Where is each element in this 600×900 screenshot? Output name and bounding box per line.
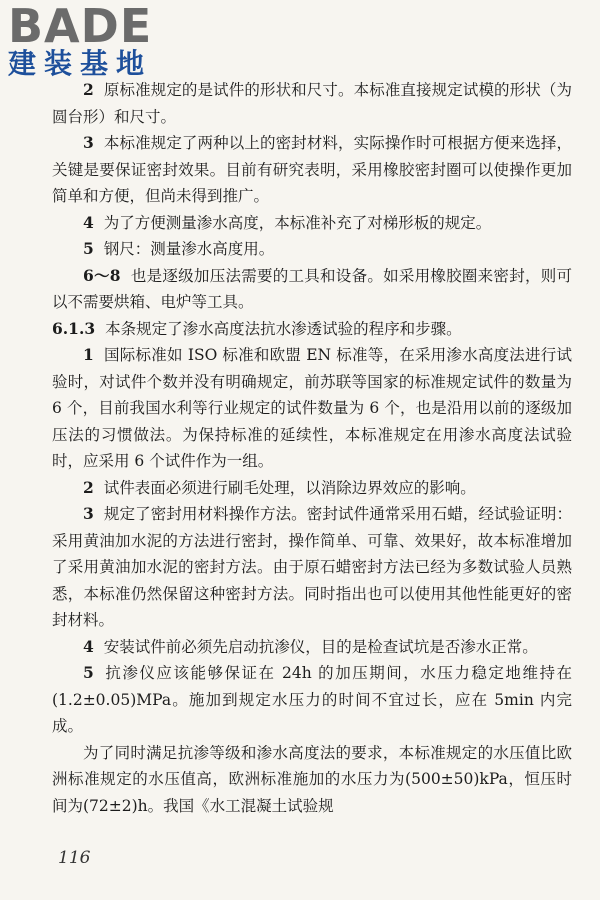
paragraph-text: 抗渗仪应该能够保证在 24h 的加压期间，水压力稳定地维持在(1.2±0.05)MPa。施加到规定水压力的时间不宜过长，应在 5min 内完成。 xyxy=(52,664,572,735)
section-heading xyxy=(52,316,572,343)
paragraph-text: 国际标准如 ISO 标准和欧盟 EN 标准等，在采用渗水高度法进行试验时，对试件个数并没有明确规定，前苏联等国家的标准规定试件的数量为 6 个，目前我国水利等行业规定的试件数量为 6 个，也是沿用以前的逐级加压法的习惯做法。为保持标准的延续性，本标准规定在用渗水高度法试验时，应采用 6 个试件作为一组。 xyxy=(52,346,572,470)
paragraph-text: 为了方便测量渗水高度，本标准补充了对梯形板的规定。 xyxy=(103,213,492,232)
body-text xyxy=(52,77,572,819)
paragraph xyxy=(52,634,572,661)
logo-subtitle: 建装基地 xyxy=(8,47,153,80)
paragraph-text: 本标准规定了两种以上的密封材料，实际操作时可根据方便来选择，关键是要保证密封效果。目前有研究表明，采用橡胶密封圈可以使操作更加简单和方便，但尚未得到推广。 xyxy=(52,134,572,205)
paragraph-text: 为了同时满足抗渗等级和渗水高度法的要求，本标准规定的水压值比欧洲标准规定的水压值高，欧洲标准施加的水压力为(500±50)kPa，恒压时间为(72±2)h。我国《水工混凝土试验规 xyxy=(52,743,572,815)
paragraph-text: 本条规定了渗水高度法抗水渗透试验的程序和步骤。 xyxy=(105,319,462,338)
paragraph xyxy=(52,130,572,210)
item-number: 4 xyxy=(83,636,94,656)
item-number: 5 xyxy=(83,239,94,258)
item-number: 4 xyxy=(83,212,94,232)
item-number: 3 xyxy=(83,133,94,152)
item-number: 2 xyxy=(83,80,94,99)
paragraph xyxy=(52,236,572,263)
paragraph xyxy=(52,210,572,237)
paragraph-text: 规定了密封用材料操作方法。密封试件通常采用石蜡，经试验证明：采用黄油加水泥的方法进行密封，操作简单、可靠、效果好，故本标准增加了采用黄油加水泥的密封方法。由于原石蜡密封方法已经为多数试验人员熟悉，本标准仍然保留这种密封方法。同时指出也可以使用其他性能更好的密封材料。 xyxy=(52,505,572,629)
paragraph-text: 钢尺：测量渗水高度用。 xyxy=(103,240,275,258)
paragraph xyxy=(52,501,572,634)
paragraph xyxy=(52,740,572,820)
paragraph-text: 原标准规定的是试件的形状和尺寸。本标准直接规定试模的形状（为圆台形）和尺寸。 xyxy=(52,81,572,126)
paragraph-text: 试件表面必须进行刷毛处理，以消除边界效应的影响。 xyxy=(103,478,476,497)
item-number: 6～8 xyxy=(83,265,121,285)
page-number: 116 xyxy=(58,848,91,868)
paragraph xyxy=(52,475,572,502)
paragraph xyxy=(52,342,572,475)
logo xyxy=(8,0,153,80)
item-number: 1 xyxy=(83,345,94,364)
paragraph-text: 也是逐级加压法需要的工具和设备。如采用橡胶圈来密封，则可以不需要烘箱、电炉等工具。 xyxy=(52,266,572,311)
item-number: 3 xyxy=(83,504,94,523)
paragraph-text: 安装试件前必须先启动抗渗仪，目的是检查试坑是否渗水正常。 xyxy=(103,637,538,656)
item-number: 5 xyxy=(83,663,94,682)
paragraph xyxy=(52,660,572,740)
section-number: 6.1.3 xyxy=(52,318,96,338)
item-number: 2 xyxy=(83,477,94,497)
logo-mark: BADE xyxy=(8,0,153,53)
paragraph xyxy=(52,263,572,316)
paragraph xyxy=(52,77,572,130)
